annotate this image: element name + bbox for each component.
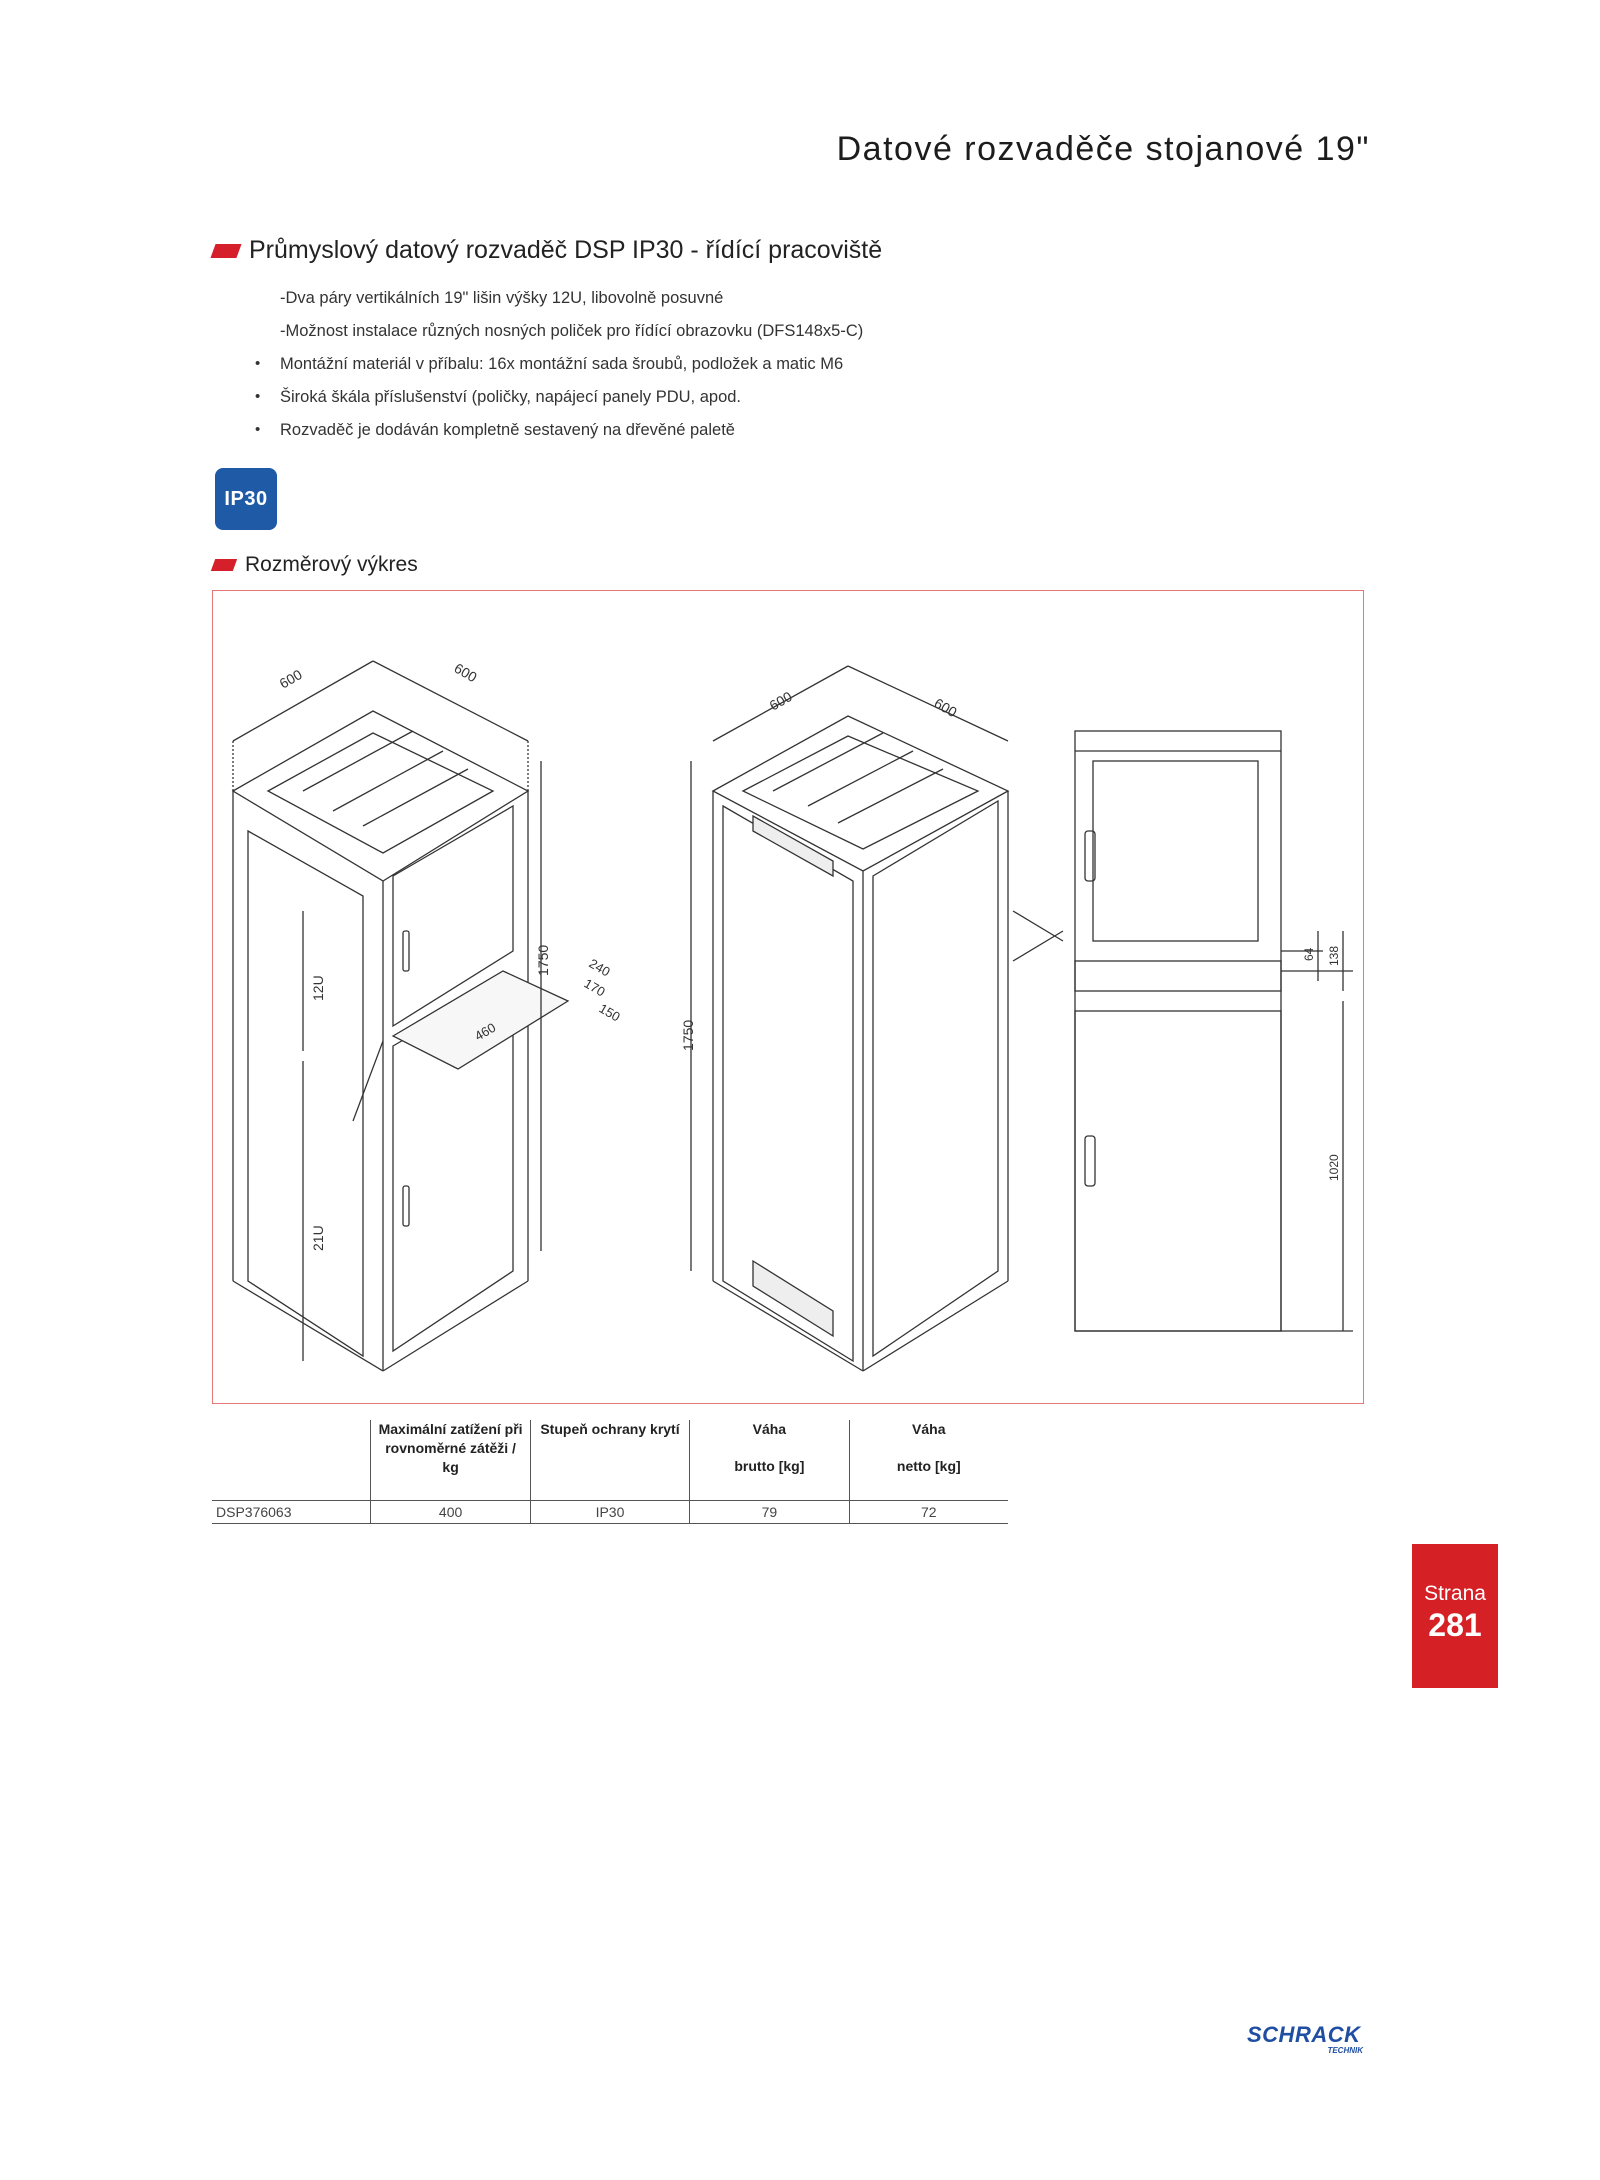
- cell-code: DSP376063: [212, 1501, 371, 1524]
- feature-item: -Možnost instalace různých nosných poliček pro řídící obrazovku (DFS148x5-C): [280, 322, 864, 340]
- cell-net-weight: 72: [849, 1501, 1008, 1524]
- feature-list: [250, 284, 863, 449]
- drawing-heading: [213, 553, 418, 577]
- feature-item: • Rozvaděč je dodáván kompletně sestavený na dřevěné paletě: [250, 416, 863, 449]
- dim-width-left: 600: [276, 666, 305, 692]
- col-header-protection-text: Stupeň ochrany krytí: [540, 1421, 680, 1437]
- cell-protection: IP30: [530, 1501, 689, 1524]
- col-header-net-weight-title: Váha: [912, 1421, 946, 1437]
- dim-shelf-c: 150: [596, 1000, 623, 1025]
- page-tab-label: Strana: [1424, 1582, 1486, 1605]
- page-title: Datové rozvaděče stojanové 19": [836, 130, 1370, 168]
- red-marker-icon: [210, 244, 241, 258]
- dim-shelf-d: 460: [472, 1019, 499, 1044]
- page-number: 281: [1428, 1607, 1482, 1643]
- dim-side-b: 138: [1327, 945, 1341, 966]
- cabinet-left-drawing: [233, 661, 568, 1371]
- dimension-drawing: [212, 590, 1364, 1404]
- col-header-gross-weight: [690, 1420, 849, 1501]
- page-number-tab: [1412, 1544, 1498, 1688]
- feature-item: • Široká škála příslušenství (poličky, napájecí panely PDU, apod.: [250, 383, 863, 416]
- dim-upper-u: 12U: [310, 975, 326, 1001]
- cabinet-side-drawing: [1075, 731, 1353, 1331]
- dim-lower-u: 21U: [310, 1225, 326, 1251]
- col-header-gross-weight-unit: brutto [kg]: [734, 1458, 805, 1474]
- col-header-net-weight: [849, 1420, 1008, 1501]
- dim-side-a: 64: [1302, 947, 1316, 961]
- col-header-gross-weight-title: Váha: [752, 1421, 787, 1437]
- ip-rating-badge: IP30: [215, 468, 277, 530]
- logo-brand: SCHRACK: [1247, 2022, 1361, 2047]
- cabinet-middle-drawing: [691, 666, 1063, 1371]
- dim-shelf-b: 170: [581, 975, 608, 1000]
- col-header-code: [212, 1420, 371, 1501]
- dim-height-left: 1750: [535, 944, 551, 976]
- col-header-max-load: [371, 1420, 530, 1501]
- schrack-logo: [1247, 2022, 1369, 2060]
- feature-item: -Dva páry vertikálních 19" lišin výšky 12U, libovolně posuvné: [280, 289, 724, 307]
- logo-sub: TECHNIK: [1327, 2046, 1363, 2055]
- dim-height-middle: 1750: [680, 1019, 696, 1051]
- product-title: Průmyslový datový rozvaděč DSP IP30 - řídící pracoviště: [249, 236, 883, 264]
- drawing-title: Rozměrový výkres: [245, 553, 418, 576]
- specs-table: [212, 1420, 1008, 1524]
- dim-depth-left: 600: [451, 659, 480, 686]
- col-header-protection: [530, 1420, 689, 1501]
- feature-item: • Montážní materiál v příbalu: 16x montážní sada šroubů, podložek a matic M6: [250, 350, 863, 383]
- dim-depth-middle: 600: [931, 694, 960, 721]
- cell-max-load: 400: [371, 1501, 530, 1524]
- dim-width-middle: 600: [766, 688, 795, 714]
- dim-shelf-a: 240: [586, 955, 613, 980]
- col-header-net-weight-unit: netto [kg]: [896, 1458, 961, 1474]
- table-row: [212, 1501, 1008, 1524]
- red-marker-icon: [211, 559, 237, 571]
- cabinet-drawing-svg: [213, 591, 1365, 1405]
- specs-header-row: [212, 1420, 1008, 1501]
- col-header-max-load-text: Maximální zatížení při rovnoměrné zátěži / kg: [378, 1421, 523, 1475]
- dim-side-c: 1020: [1327, 1154, 1341, 1181]
- product-heading: [213, 236, 882, 265]
- cell-gross-weight: 79: [690, 1501, 849, 1524]
